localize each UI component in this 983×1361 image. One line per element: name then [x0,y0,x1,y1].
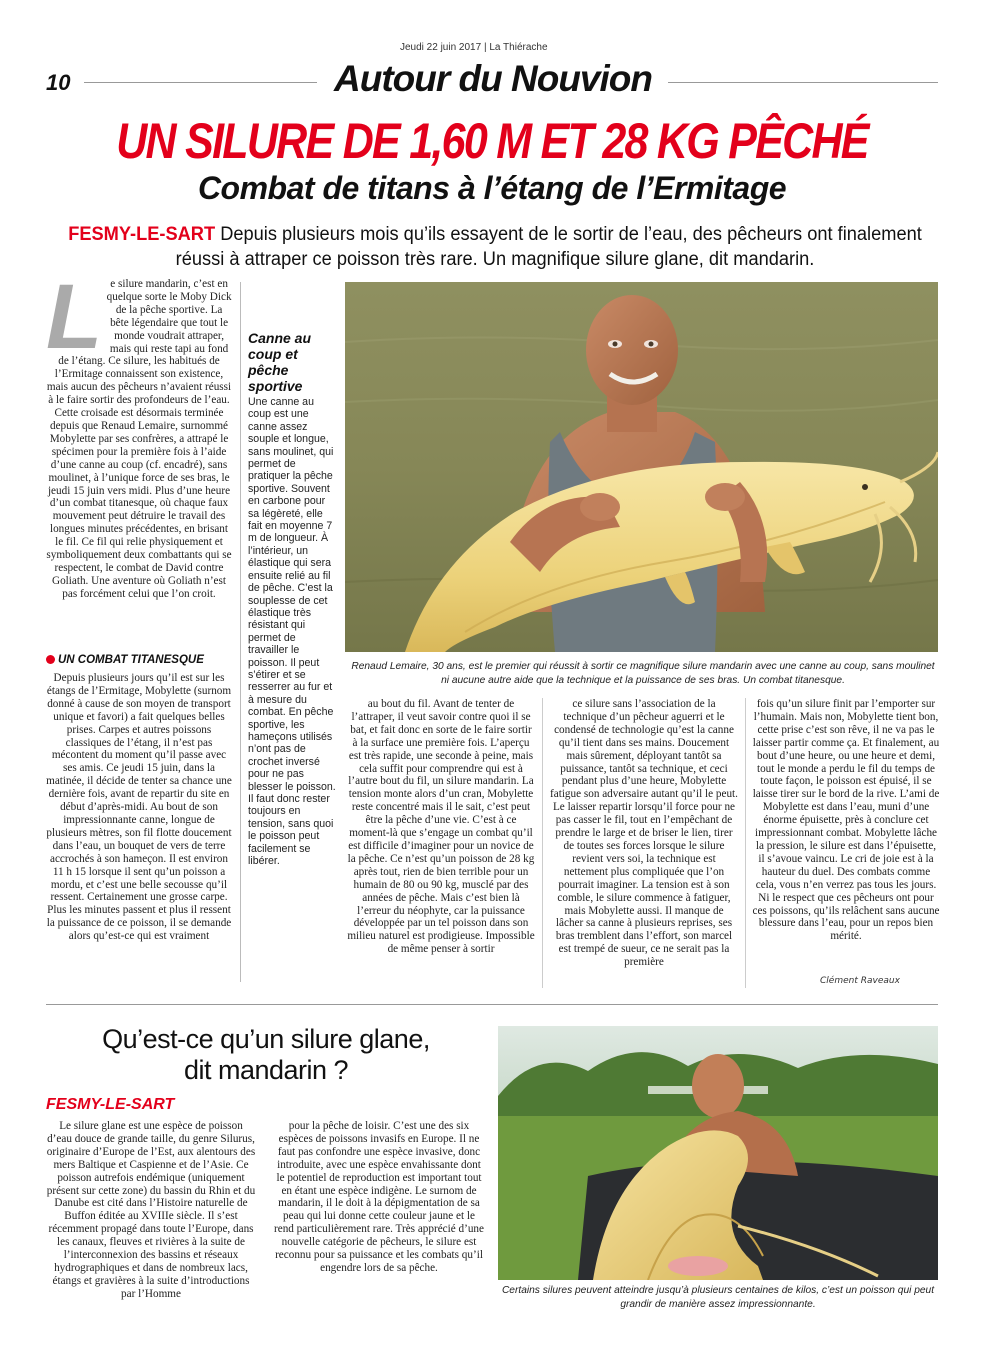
box-photo [498,1026,938,1280]
article-column-1-text: e silure mandarin, c’est en quelque sorte le Moby Dick de la pêche sportive. La bête légendaire que tout le monde voudrait attraper, mais qui reste tapi au fond de l’étang. Ce silure, les habitués de l’Ermitage connaissent son existence, mais aucun des pêcheurs n’avaient réussi à le faire sortir des profondeurs de l’eau. Cette croisade est désormais terminée depuis que Renaud Lemaire, surnommé Mobylette par ses confrères, a attrapé le spécimen pour la première fois à l’aide d’une canne au coup (cf. encadré), sans moulinet, à l’unique force de ses bras, le jeudi 15 juin vers midi. Plus d’une heure d’un combat titanesque, où chaque faux mouvement peut détruire le travail des longues minutes précédentes, en brisant le fil. Ce fil qui relie physiquement et symboliquement deux combattants qui se respectent, le combat de David contre Goliath. Une aventure où Goliath n’est pas forcément celui que l’on croit. [46,278,232,600]
column-divider [240,282,241,982]
headline: UN SILURE DE 1,60 M ET 28 KG PÊCHÉ [116,113,868,169]
section-divider [46,1004,938,1005]
box-column-2-text: pour la pêche de loisir. C’est une des six espèces de poissons invasifs en Europe. Il ne faut pas confondre une espèce invasive, donc introduite, avec une espèce envahissante dont le potentiel de reproduction est important tout en étant une espèce indigène. Le surnom de mandarin, il le doit à la dépigmentation de sa peau qui lui donne cette couleur jaune et le rend particulièrement rare. Très apprécié d’une nouvelle catégorie de pêcheurs, le silure est reconnu pour sa puissance et les combats qu’il engendre lors de sa pêche. [274,1120,484,1274]
main-photo [345,282,938,652]
column-divider [745,698,746,988]
intro-kicker: FESMY-LE-SART [68,224,216,245]
fisherman-catfish-illustration [345,282,938,652]
column-divider [542,698,543,988]
catfish-on-mat-illustration [498,1026,938,1280]
sidebar-body: Une canne au coup est une canne assez souple et longue, sans moulinet, qui permet de pratiquer la pêche sportive. Souvent en carbone pour sa légèreté, elle fait en moyenne 7 m de longueur. À l’intérieur, un élastique qui sera ensuite relié au fil de pêche. C’est la souplesse de cet élastique très résistant qui permet de travailler le poisson. Il peut s’étirer et se resserrer au fur et à mesure du combat. En pêche sportive, les hameçons utilisés n’ont pas de crochet inversé pour ne pas blesser le poisson. Il faut donc rester toujours en tension, sans quoi le poisson peut facilement se libérer. [248,396,336,868]
subheadline: Combat de titans à l’étang de l’Ermitage [197,170,787,206]
subsection-title: UN COMBAT TITANESQUE [58,654,204,666]
article-column-4 [550,698,738,988]
intro-text: Depuis plusieurs mois qu’ils essayent de le sortir de l’eau, des pêcheurs ont finalement réussi à attraper ce poisson très rare. Un magnifique silure glane, dit mandarin. [175,224,922,270]
article-column-5-text: fois qu’un silure finit par l’emporter sur l’humain. Mais non, Mobylette tient bon, cette prise c’est son rêve, il ne va pas le laisser partir comme ça. Et finalement, au bout d’une heure, ou une heure et demi, tout le monde a perdu le fil du temps de toute façon, le poisson est épuisé, il se laisse tirer sur le bord de la rive. L’ami de Mobylette est dans l’eau, muni d’une énorme épuisette, près à conclure cet impressionnant combat. Mobylette lâche la pression, le silure est dans l’épuisette, il s’avoue vaincu. Le cri de joie est à la hauteur du duel. Des combats comme cela, vous n’en verrez pas tous les jours. Ni le respect que ces pêcheurs ont pour ces poissons, qu’ils relâchent sans aucune blessure dans l’eau, pour un repos bien mérité. [752,698,940,943]
box-column-2 [272,1120,486,1316]
sidebar-title: Canne au coup et pêche sportive [248,330,312,394]
box-title-line-2: dit mandarin ? [183,1055,349,1085]
dropcap: L [46,278,103,368]
main-photo-caption: Renaud Lemaire, 30 ans, est le premier qui réussit à sortir ce magnifique silure mandarin avec une canne au coup, sans moulinet ni aucune autre aide que la technique et la puissance de ses bras. Un combat titanesque. [351,661,935,686]
header-rule-right [668,82,938,83]
box-title [46,1024,486,1086]
intro-paragraph [68,222,922,272]
article-column-2-text: Depuis plusieurs jours qu’il est sur les étangs de l’Ermitage, Mobylette (surnom donné à cause de son moyen de transport unique et favori) a fait quelques belles prises. Carpes et autres poissons classiques de l’étang, il n’est pas mécontent du moment qu’il passe avec ses amis. Ce jeudi 15 juin, dans la matinée, il décide de tenter sa chance une dernière fois, avant de repartir du site en début d’après-midi. Au bout de son impressionnante canne, longue de plusieurs mètres, son fil flotte doucement dans l’eau, un bouquet de vers de terre accrochés à son hameçon. Il est environ 11 h 15 lorsque il sent qu’un poisson a mordu, et c’est une belle secousse qu’il ressent. Certainement une grosse carpe. Plus les minutes passent et plus il ressent la puissance de ce poisson, il se demande alors qu’est-ce qui est vraiment [46,672,232,943]
article-column-5 [752,698,940,988]
article-column-4-text: ce silure sans l’association de la technique d’un pêcheur aguerri et le condensé de technologie qu’est la canne qu’il tient dans ses mains. Doucement mais sûrement, déployant tantôt sa puissance, tantôt sa technique, et ceci pendant plus d’une heure, Mobylette fatigue son adversaire autant qu’il le peut. Le laisser repartir lorsqu’il force pour ne pas casser le fil, tout en l’empêchant de prendre le large et de briser le lien, tirer de toutes ses forces lorsque le silure revient vers soi, la technique est nettement plus compliquée que l’on pourrait imaginer. La tension est à son comble, le silure commence à fatiguer, mais Mobylette aussi. Il manque de lâcher sa canne à plusieurs reprises, ses bras tremblent dans l’effort, son marcel est trempé de sueur, ce ne serait pas la première [550,698,738,969]
page-number: 10 [46,70,71,95]
box-column-1 [46,1120,256,1316]
article-column-3 [347,698,535,988]
article-column-2 [46,672,232,988]
date-line: Jeudi 22 juin 2017 | La Thiérache [400,42,548,53]
section-title: Autour du Nouvion [334,58,652,99]
article-column-3-text: au bout du fil. Avant de tenter de l’attraper, il veut savoir contre quoi il se bat, et fait donc en sorte de le faire sortir à la surface une première fois. L’aperçu est très rapide, une seconde à peine, mais cela suffit pour comprendre qui est à l’autre bout du fil, un silure mandarin. La tension monte alors d’un cran, Mobylette reste concentré mais il le sait, c’est peut être la pêche d’une vie. C’est à ce moment-là que s’engage un combat qu’il est difficile d’imaginer pour un novice de la pêche. Ce n’est qu’un poisson de 28 kg après tout, rien de bien terrible pour un humain de 80 ou 90 kg, musclé par des années de pêche. Mais c’est bien là l’erreur du néophyte, car la puissance développée par un tel poisson dans son milieu naturel est prodigieuse. Impossible de même penser à sortir [347,698,535,956]
header-rule-left [84,82,317,83]
bullet-dot-icon [46,655,55,664]
article-column-1 [46,278,232,652]
box-title-line-1: Qu’est-ce qu’un silure glane, [102,1024,430,1054]
box-kicker: FESMY-LE-SART [46,1096,175,1113]
box-photo-caption: Certains silures peuvent atteindre jusqu’à plusieurs centaines de kilos, c’est un poisson qui peut grandir de manière assez impressionnante. [501,1285,935,1310]
author-signature: Clément Raveaux [820,976,900,986]
box-column-1-text: Le silure glane est une espèce de poisson d’eau douce de grande taille, du genre Silurus, originaire d’Europe de l’Est, aux alentours des mers Baltique et Caspienne et de l’Asie. Ce poisson autrefois endémique (uniquement présent sur cette zone) du bassin du Rhin et du Danube est cité dans l’Histoire naturelle de Buffon éditée au XVIIIe siècle. Il s’est récemment propagé dans toute l’Europe, dans les canaux, fleuves et rivières à la suite de l’interconnexion des bassins et réseaux hydrographiques et dans de nombreux lacs, étangs et gravières à la suite d’introductions par l’Homme [46,1120,256,1300]
subsection-heading [46,654,236,666]
